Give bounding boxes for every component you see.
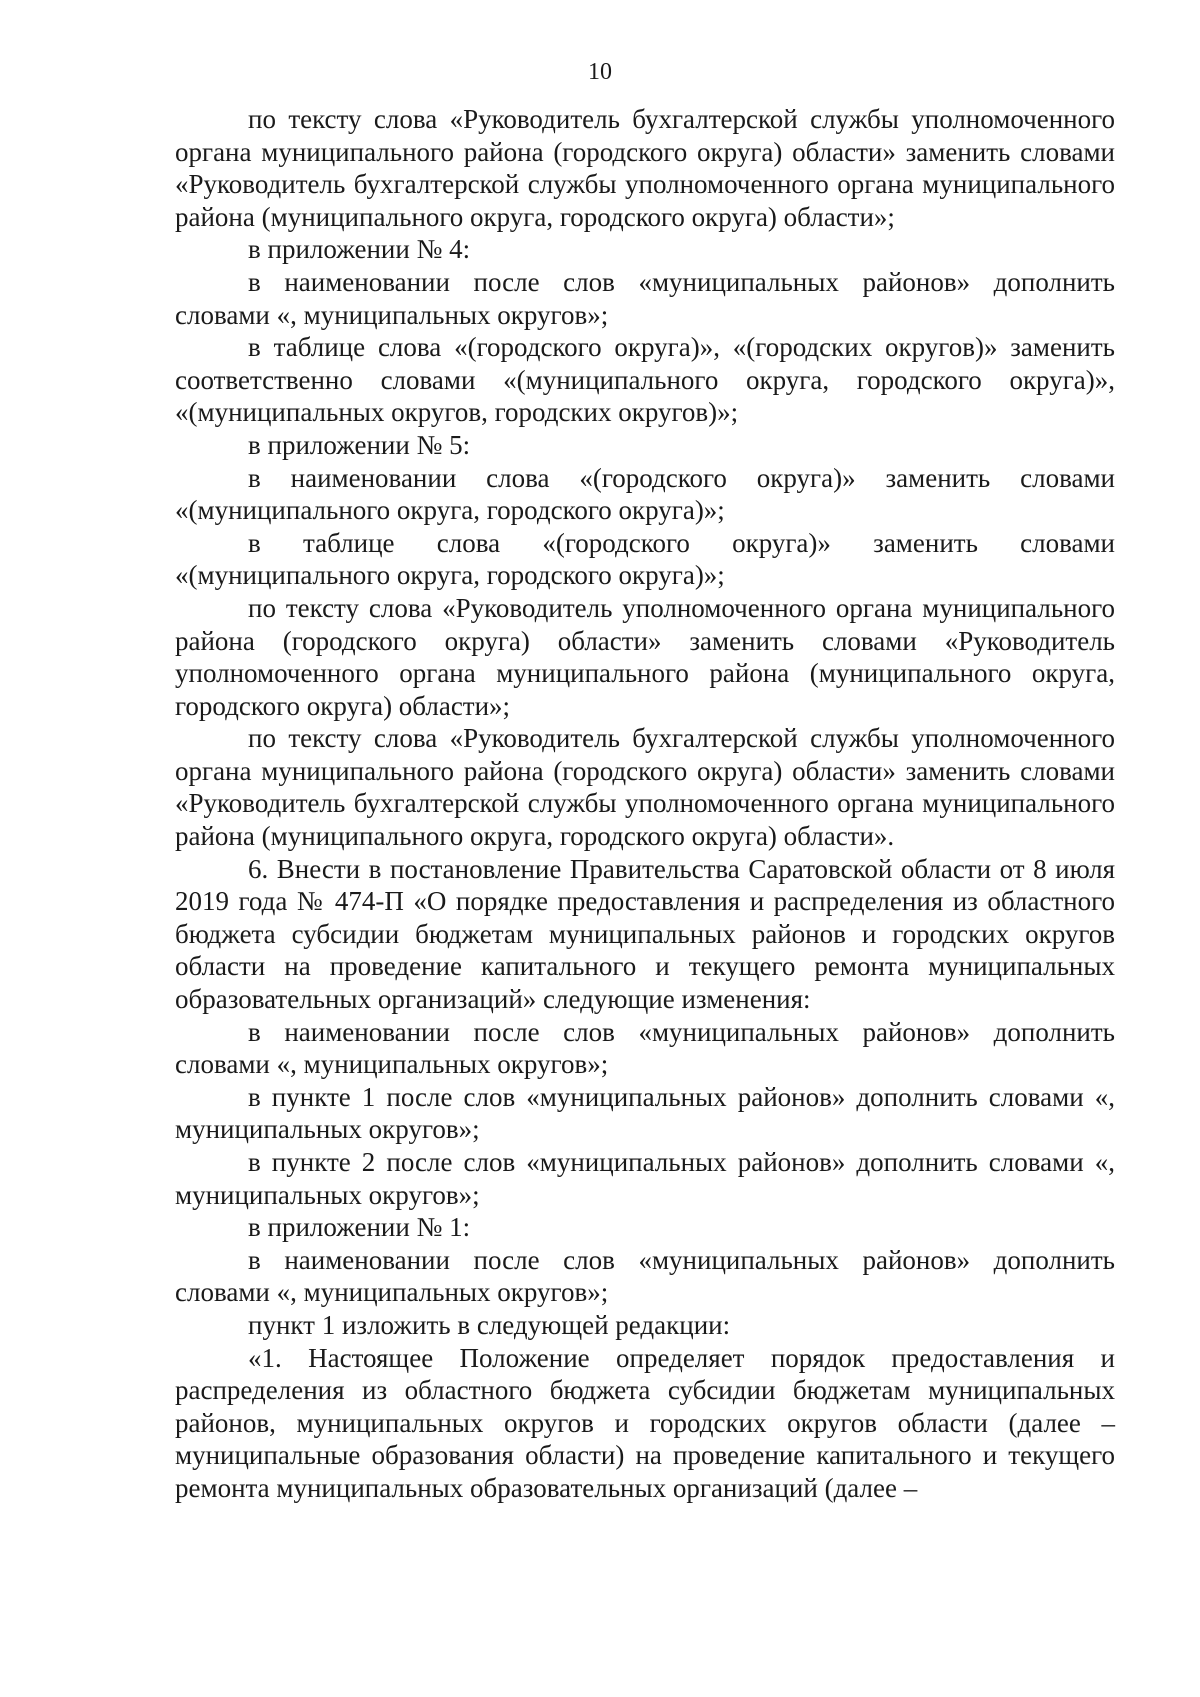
paragraph: в приложении № 4: xyxy=(248,234,471,265)
paragraph: в наименовании слова «(городского округа)» заменить словами «(муниципального округа, городского округа)»; xyxy=(175,462,1115,526)
paragraph: в пункте 2 после слов «муниципальных районов» дополнить словами «, муниципальных округов»; xyxy=(175,1147,1115,1210)
paragraph: по тексту слова «Руководитель бухгалтерской службы уполномоченного органа муниципального района (городского округа) области» заменить словами «Руководитель бухгалтерской службы уполномоченного органа муниципального района (муниципального округа, городского округа) области». xyxy=(175,723,1115,852)
paragraph: в наименовании после слов «муниципальных районов» дополнить словами «, муниципальных округов»; xyxy=(175,266,1115,330)
page-number: 10 xyxy=(588,59,612,85)
paragraph: в наименовании после слов «муниципальных районов» дополнить словами «, муниципальных округов»; xyxy=(175,1016,1115,1080)
paragraph: по тексту слова «Руководитель уполномоченного органа муниципального района (городского округа) области» заменить словами «Руководитель уполномоченного органа муниципального района (муниципального округа, городского округа) области»; xyxy=(175,592,1115,721)
paragraph: «1. Настоящее Положение определяет порядок предоставления и распределения из областного бюджета субсидии бюджетам муниципальных районов, муниципальных округов и городских округов области (далее – муниципальные образования области) на проведение капитального и текущего ремонта муниципальных образовательных организаций (далее – xyxy=(175,1342,1115,1503)
paragraph: в таблице слова «(городского округа)», «(городских округов)» заменить соответственно словами «(муниципального округа, городского округа)», «(муниципальных округов, городских округов)»; xyxy=(175,332,1115,428)
paragraph: в приложении № 1: xyxy=(248,1212,471,1243)
paragraph: 6. Внести в постановление Правительства Саратовской области от 8 июля 2019 года № 474-П «О порядке предоставления и распределения из областного бюджета субсидии бюджетам муниципальных районов и городских округов области на проведение капитального и текущего ремонта муниципальных образовательных организаций» следующие изменения: xyxy=(175,853,1115,1015)
paragraph: в наименовании после слов «муниципальных районов» дополнить словами «, муниципальных округов»; xyxy=(175,1244,1115,1308)
document-body xyxy=(175,103,1115,1505)
paragraph: по тексту слова «Руководитель бухгалтерской службы уполномоченного органа муниципального района (городского округа) области» заменить словами «Руководитель бухгалтерской службы уполномоченного органа муниципального района (муниципального округа, городского округа) области»; xyxy=(175,104,1115,232)
paragraph: пункт 1 изложить в следующей редакции: xyxy=(248,1309,731,1340)
paragraph: в таблице слова «(городского округа)» заменить словами «(муниципального округа, городского округа)»; xyxy=(175,527,1115,591)
paragraph: в пункте 1 после слов «муниципальных районов» дополнить словами «, муниципальных округов»; xyxy=(175,1081,1115,1145)
paragraph: в приложении № 5: xyxy=(248,429,471,460)
